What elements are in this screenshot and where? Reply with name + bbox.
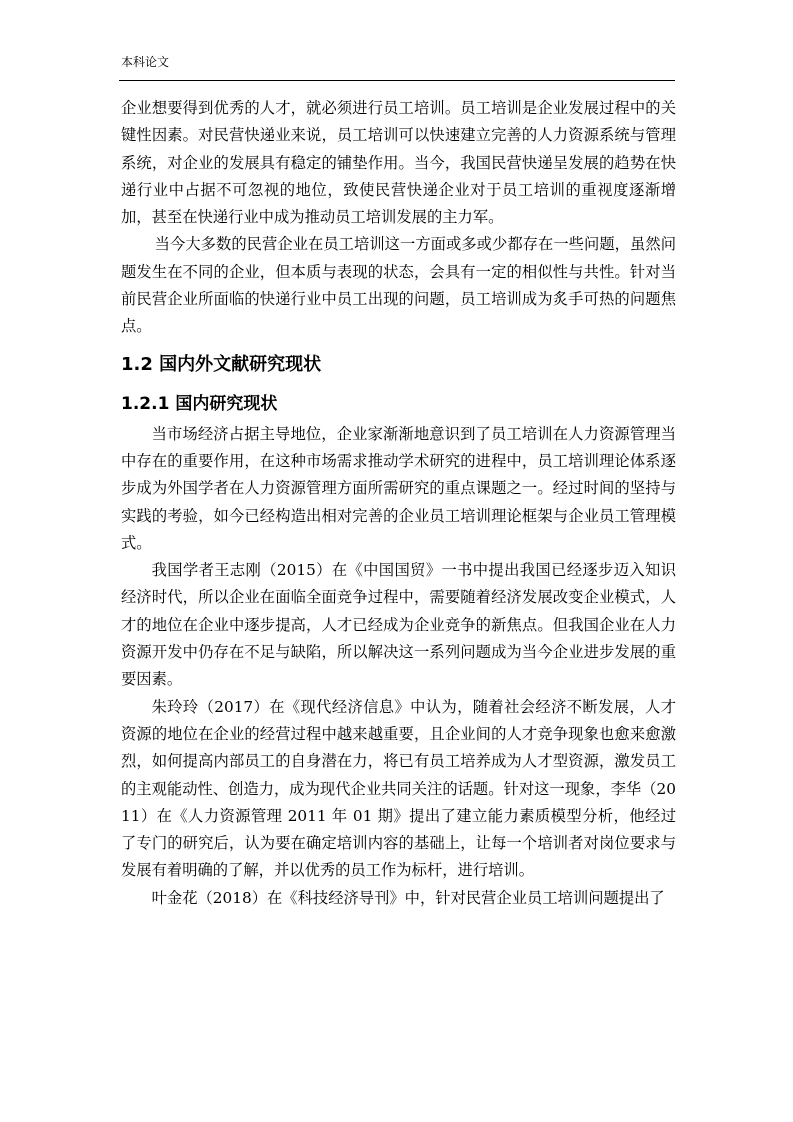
paragraph-ye-jinhua: 叶金花（2018）在《科技经济导刊》中，针对民营企业员工培训问题提出了 xyxy=(151,888,665,907)
running-header: 本科论文 xyxy=(121,55,170,69)
paragraph-intro-continued: 企业想要得到优秀的人才，就必须进行员工培训。员工培训是企业发展过程中的关键性因素。对民营快递业来说，员工培训可以快速建立完善的人力资源系统与管理系统，对企业的发展具有稳定的铺垫作用。当今，我国民营快递呈发展的趋势在快递行业中占据不可忽视的地位，致使民营快递企业对于员工培训的重视度逐渐增加，甚至在快递行业中成为推动员工培训发展的主力军。 xyxy=(121,99,676,227)
paragraph-training-problems: 当今大多数的民营企业在员工培训这一方面或多或少都存在一些问题，虽然问题发生在不同的企业，但本质与表现的状态，会具有一定的相似性与共性。针对当前民营企业所面临的快递行业中员工出现的问题，员工培训成为炙手可热的问题焦点。 xyxy=(121,235,676,336)
header-rule xyxy=(119,80,675,81)
paragraph-market-economy: 当市场经济占据主导地位，企业家渐渐地意识到了员工培训在人力资源管理当中存在的重要作用，在这种市场需求推动学术研究的进程中，员工培训理论体系逐步成为外国学者在人力资源管理方面所需研究的重点课题之一。经过时间的坚持与实践的考验，如今已经构造出相对完善的企业员工培训理论框架与企业员工管理模式。 xyxy=(121,424,676,552)
section-heading-1-2: 1.2 国内外文献研究现状 xyxy=(121,353,322,375)
paragraph-wang-zhigang: 我国学者王志刚（2015）在《中国国贸》一书中提出我国已经逐步迈入知识经济时代，所以企业在面临全面竞争过程中，需要随着经济发展改变企业模式，人才的地位在企业中逐步提高，人才已经成为企业竞争的新焦点。但我国企业在人力资源开发中仍存在不足与缺陷，所以解决这一系列问题成为当今企业进步发展的重要因素。 xyxy=(121,561,676,689)
subsection-heading-1-2-1: 1.2.1 国内研究现状 xyxy=(121,393,278,414)
paragraph-zhu-lingling: 朱玲玲（2017）在《现代经济信息》中认为，随着社会经济不断发展，人才资源的地位在企业的经营过程中越来越重要，且企业间的人才竞争现象也愈来愈激烈，如何提高内部员工的自身潜在力，将已有员工培养成为人才型资源，激发员工的主观能动性、创造力，成为现代企业共同关注的话题。针对这一现象，李华（2011）在《人力资源管理 2011 年 01 期》提出了建立能力素质模型分析，他经过了专门的研究后，认为要在确定培训内容的基础上，让每一个培训者对岗位要求与发展有着明确的了解，并以优秀的员工作为标杆，进行培训。 xyxy=(121,697,676,880)
page-body xyxy=(121,95,676,912)
